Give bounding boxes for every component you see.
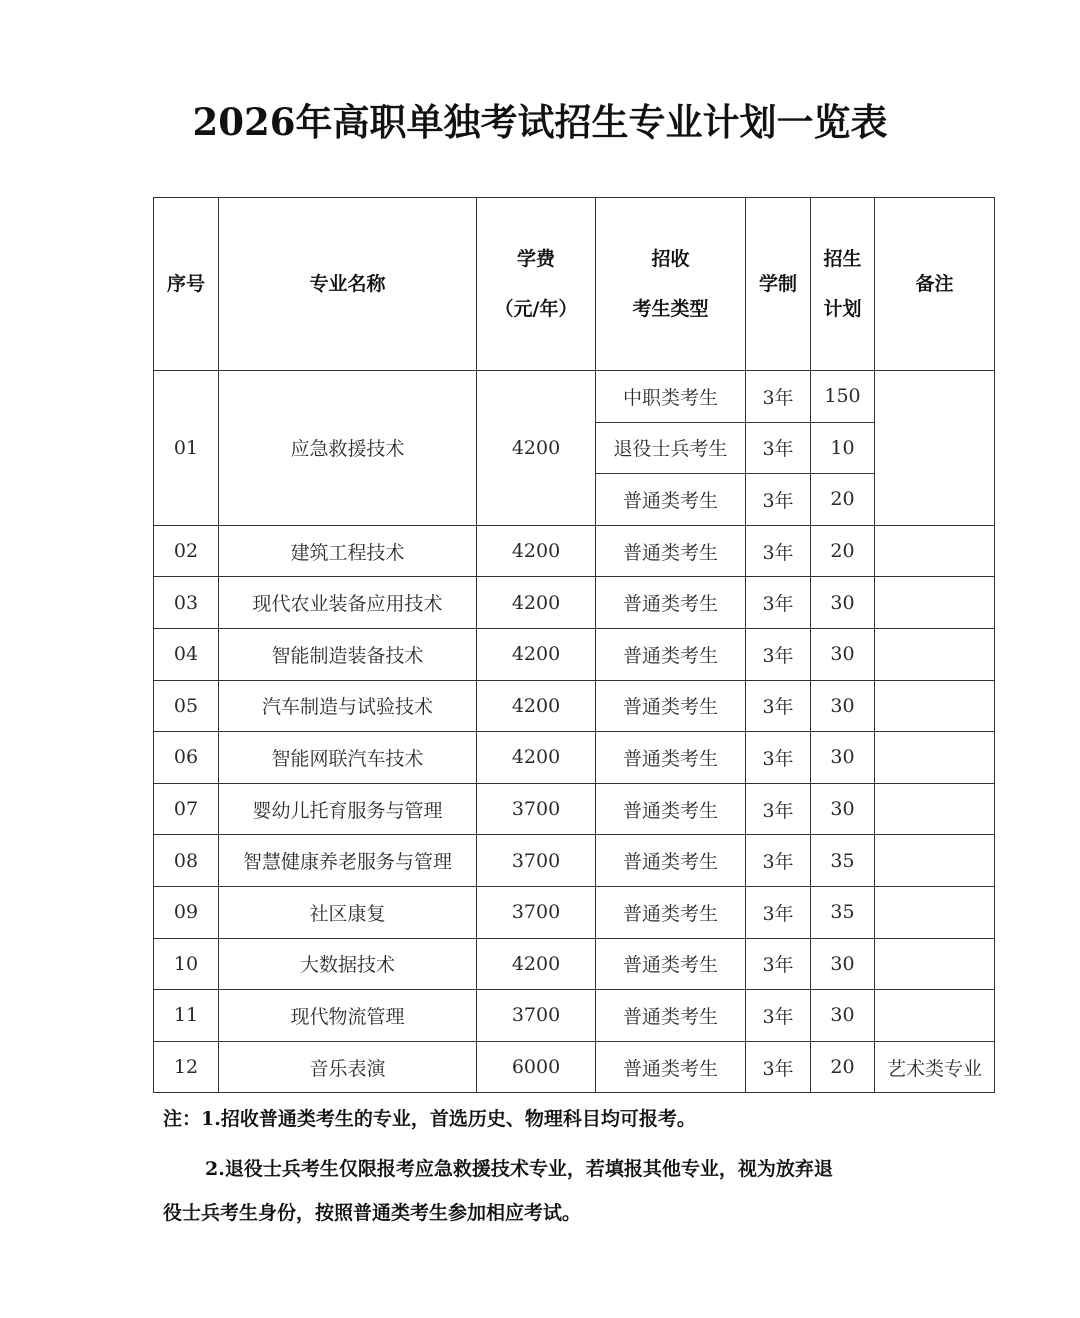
cell-duration: 3年 (746, 732, 811, 784)
table-row (154, 680, 995, 732)
cell-type: 普通类考生 (596, 886, 746, 938)
row01-index: 01 (154, 371, 219, 526)
cell-fee: 4200 (477, 525, 596, 577)
cell-type: 普通类考生 (596, 783, 746, 835)
row01-sub2-type: 普通类考生 (596, 474, 746, 526)
note-line-1: 注：1.招收普通类考生的专业，首选历史、物理科目均可报考。 (163, 1108, 696, 1130)
cell-remark (875, 886, 995, 938)
cell-plan: 35 (811, 886, 875, 938)
header-duration: 学制 (746, 198, 811, 371)
cell-duration: 3年 (746, 1041, 811, 1093)
cell-major: 汽车制造与试验技术 (219, 680, 477, 732)
cell-type: 普通类考生 (596, 680, 746, 732)
cell-index: 08 (154, 835, 219, 887)
cell-type: 普通类考生 (596, 990, 746, 1042)
table-row (154, 1041, 995, 1093)
header-student-type (596, 198, 746, 371)
cell-plan: 30 (811, 628, 875, 680)
table-row (154, 835, 995, 887)
cell-remark (875, 938, 995, 990)
cell-type: 普通类考生 (596, 938, 746, 990)
cell-duration: 3年 (746, 577, 811, 629)
table-header-row (154, 198, 995, 371)
row01-sub0-plan: 150 (811, 371, 875, 423)
cell-duration: 3年 (746, 628, 811, 680)
table-row (154, 371, 995, 423)
table-row (154, 628, 995, 680)
cell-type: 普通类考生 (596, 1041, 746, 1093)
cell-type: 普通类考生 (596, 835, 746, 887)
cell-fee: 3700 (477, 886, 596, 938)
table-row (154, 886, 995, 938)
header-fee-line2: （元/年） (494, 298, 578, 320)
note-line-2: 2.退役士兵考生仅限报考应急救援技术专业，若填报其他专业，视为放弃退 (205, 1158, 833, 1180)
header-fee (477, 198, 596, 371)
note-line-3: 役士兵考生身份，按照普通类考生参加相应考试。 (163, 1202, 582, 1224)
cell-fee: 3700 (477, 990, 596, 1042)
cell-duration: 3年 (746, 680, 811, 732)
row01-sub0-duration: 3年 (746, 371, 811, 423)
cell-index: 07 (154, 783, 219, 835)
cell-type: 普通类考生 (596, 577, 746, 629)
cell-plan: 30 (811, 783, 875, 835)
cell-fee: 3700 (477, 835, 596, 887)
cell-remark (875, 628, 995, 680)
row01-fee: 4200 (477, 371, 596, 526)
cell-type: 普通类考生 (596, 628, 746, 680)
cell-plan: 30 (811, 577, 875, 629)
cell-plan: 20 (811, 525, 875, 577)
cell-major: 婴幼儿托育服务与管理 (219, 783, 477, 835)
row01-sub2-plan: 20 (811, 474, 875, 526)
cell-plan: 30 (811, 990, 875, 1042)
table-row (154, 577, 995, 629)
header-major: 专业名称 (219, 198, 477, 371)
cell-fee: 4200 (477, 732, 596, 784)
table-row (154, 938, 995, 990)
cell-major: 大数据技术 (219, 938, 477, 990)
page-title: 2026年高职单独考试招生专业计划一览表 (192, 100, 888, 144)
cell-duration: 3年 (746, 835, 811, 887)
cell-fee: 3700 (477, 783, 596, 835)
header-fee-line1: 学费 (516, 248, 555, 270)
cell-fee: 4200 (477, 628, 596, 680)
cell-fee: 6000 (477, 1041, 596, 1093)
cell-fee: 4200 (477, 577, 596, 629)
cell-remark (875, 577, 995, 629)
header-plan-line2: 计划 (823, 298, 862, 320)
cell-duration: 3年 (746, 525, 811, 577)
cell-major: 现代农业装备应用技术 (219, 577, 477, 629)
row01-major: 应急救援技术 (219, 371, 477, 526)
cell-duration: 3年 (746, 990, 811, 1042)
cell-major: 社区康复 (219, 886, 477, 938)
cell-index: 05 (154, 680, 219, 732)
cell-major: 音乐表演 (219, 1041, 477, 1093)
cell-index: 04 (154, 628, 219, 680)
cell-remark (875, 835, 995, 887)
table-row (154, 990, 995, 1042)
row01-sub0-type: 中职类考生 (596, 371, 746, 423)
cell-remark (875, 680, 995, 732)
header-type-line2: 考生类型 (632, 298, 709, 320)
cell-type: 普通类考生 (596, 732, 746, 784)
cell-major: 智能制造装备技术 (219, 628, 477, 680)
cell-index: 11 (154, 990, 219, 1042)
cell-remark: 艺术类专业 (875, 1041, 995, 1093)
row01-sub1-type: 退役士兵考生 (596, 422, 746, 474)
cell-major: 现代物流管理 (219, 990, 477, 1042)
cell-duration: 3年 (746, 886, 811, 938)
cell-index: 10 (154, 938, 219, 990)
cell-plan: 35 (811, 835, 875, 887)
cell-index: 06 (154, 732, 219, 784)
cell-major: 智慧健康养老服务与管理 (219, 835, 477, 887)
cell-plan: 30 (811, 938, 875, 990)
cell-remark (875, 990, 995, 1042)
cell-major: 建筑工程技术 (219, 525, 477, 577)
cell-remark (875, 783, 995, 835)
table-row (154, 783, 995, 835)
cell-duration: 3年 (746, 783, 811, 835)
cell-index: 09 (154, 886, 219, 938)
table-row (154, 732, 995, 784)
table-row (154, 525, 995, 577)
header-remark: 备注 (875, 198, 995, 371)
cell-fee: 4200 (477, 938, 596, 990)
header-plan-line1: 招生 (823, 248, 862, 270)
cell-index: 03 (154, 577, 219, 629)
cell-fee: 4200 (477, 680, 596, 732)
row01-sub2-duration: 3年 (746, 474, 811, 526)
header-index: 序号 (154, 198, 219, 371)
cell-remark (875, 525, 995, 577)
header-type-line1: 招收 (651, 248, 690, 270)
row01-remark (875, 371, 995, 526)
cell-type: 普通类考生 (596, 525, 746, 577)
header-plan (811, 198, 875, 371)
row01-sub1-duration: 3年 (746, 422, 811, 474)
cell-plan: 30 (811, 732, 875, 784)
cell-plan: 30 (811, 680, 875, 732)
cell-major: 智能网联汽车技术 (219, 732, 477, 784)
row01-sub1-plan: 10 (811, 422, 875, 474)
enrollment-plan-table (153, 197, 995, 1093)
cell-index: 02 (154, 525, 219, 577)
cell-plan: 20 (811, 1041, 875, 1093)
cell-duration: 3年 (746, 938, 811, 990)
cell-remark (875, 732, 995, 784)
cell-index: 12 (154, 1041, 219, 1093)
